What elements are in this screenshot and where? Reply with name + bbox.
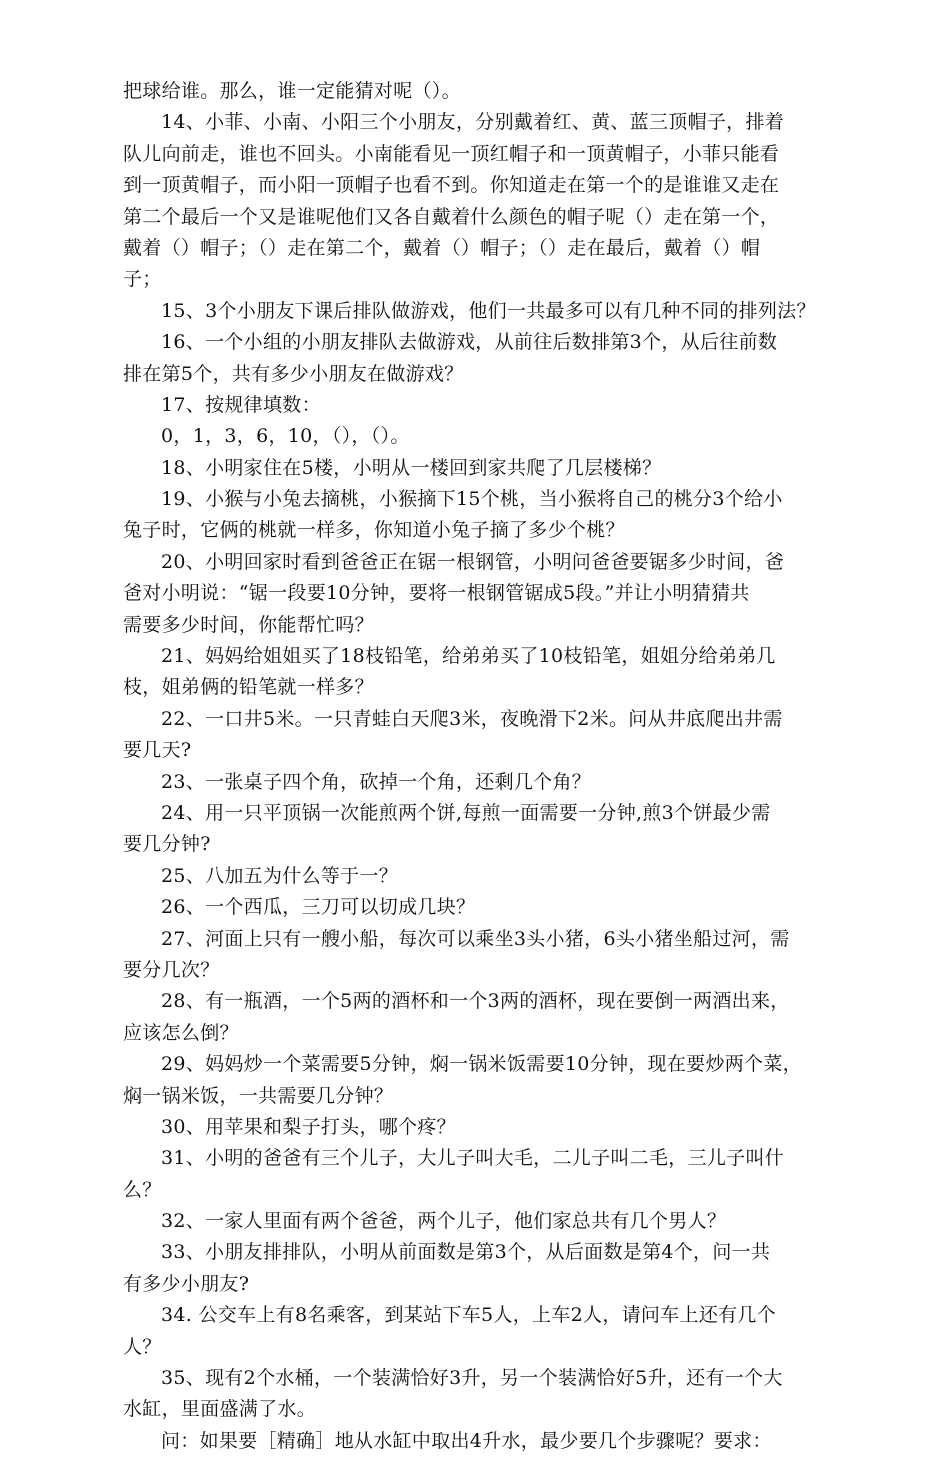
- text-line: 戴着（）帽子；（）走在第二个，戴着（）帽子；（）走在最后，戴着（）帽: [123, 236, 761, 259]
- text-line: 22、一口井5米。一只青蛙白天爬3米，夜晚滑下2米。问从井底爬出井需: [161, 707, 783, 730]
- text-line: 应该怎么倒？: [123, 1021, 239, 1044]
- text-line: 21、妈妈给姐姐买了18枝铅笔，给弟弟买了10枝铅笔，姐姐分给弟弟几: [161, 645, 776, 668]
- text-line: 26、一个西瓜，三刀可以切成几块？: [161, 896, 476, 919]
- text-line: 有多少小朋友?: [123, 1272, 250, 1295]
- text-line: 队儿向前走，谁也不回头。小南能看见一顶红帽子和一顶黄帽子，小菲只能看: [123, 142, 780, 165]
- text-line: 兔子时，它俩的桃就一样多，你知道小兔子摘了多少个桃？: [123, 519, 625, 542]
- text-line: 29、妈妈炒一个菜需要5分钟，焖一锅米饭需要10分钟，现在要炒两个菜，: [161, 1053, 802, 1076]
- text-line: 要几天?: [123, 739, 192, 762]
- text-line: 34. 公交车上有8名乘客，到某站下车5人，上车2人，请问车上还有几个: [161, 1304, 777, 1327]
- text-line: 30、用苹果和梨子打头，哪个疼？: [161, 1115, 456, 1138]
- text-line: 33、小朋友排排队，小明从前面数是第3个，从后面数是第4个，问一共: [161, 1241, 771, 1264]
- text-line: 需要多少时间，你能帮忙吗？: [123, 613, 374, 636]
- text-line: 28、有一瓶酒，一个5两的酒杯和一个3两的酒杯，现在要倒一两酒出来，: [161, 990, 790, 1013]
- text-line: 27、河面上只有一艘小船，每次可以乘坐3头小猪，6头小猪坐船过河，需: [161, 927, 790, 950]
- text-line: 24、用一只平顶锅一次能煎两个饼,每煎一面需要一分钟,煎3个饼最少需: [161, 801, 771, 824]
- text-line: 25、八加五为什么等于一？: [161, 864, 399, 887]
- text-line: 爸对小明说：“锯一段要10分钟，要将一根钢管锯成5段。”并让小明猜猜共: [123, 582, 750, 605]
- text-line: 第二个最后一个又是谁呢他们又各自戴着什么颜色的帽子呢（）走在第一个，: [123, 205, 780, 228]
- text-line: 人？: [123, 1335, 162, 1358]
- text-line: 19、小猴与小兔去摘桃，小猴摘下15个桃，当小猴将自己的桃分3个给小: [161, 488, 783, 511]
- text-line: 31、小明的爸爸有三个儿子，大儿子叫大毛，二儿子叫二毛，三儿子叫什: [161, 1147, 785, 1170]
- text-line: 16、一个小组的小朋友排队去做游戏，从前往后数排第3个，从后往前数: [161, 331, 778, 354]
- text-line: 14、小菲、小南、小阳三个小朋友，分别戴着红、黄、蓝三顶帽子，排着: [161, 111, 785, 134]
- text-line: 子；: [123, 268, 162, 291]
- document-text: [123, 76, 843, 1457]
- text-line: 0，1，3，6，10，（），（）。: [161, 425, 410, 448]
- text-line: 20、小明回家时看到爸爸正在锯一根钢管，小明问爸爸要锯多少时间，爸: [161, 550, 785, 573]
- text-line: 把球给谁。那么，谁一定能猜对呢（）。: [123, 80, 461, 102]
- text-line: 18、小明家住在5楼，小明从一楼回到家共爬了几层楼梯？: [161, 456, 662, 479]
- text-line: 32、一家人里面有两个爸爸，两个儿子，他们家总共有几个男人？: [161, 1210, 727, 1233]
- text-line: 23、一张桌子四个角，砍掉一个角，还剩几个角？: [161, 770, 592, 793]
- text-line: 水缸，里面盛满了水。: [123, 1398, 317, 1421]
- text-line: 排在第5个，共有多少小朋友在做游戏？: [123, 362, 464, 385]
- text-line: 枝，姐弟俩的铅笔就一样多？: [123, 676, 374, 699]
- text-line: 焖一锅米饭，一共需要几分钟？: [123, 1084, 394, 1107]
- text-line: 么？: [123, 1178, 162, 1201]
- text-line: 35、现有2个水桶，一个装满恰好3升，另一个装满恰好5升，还有一个大: [161, 1367, 783, 1390]
- text-line: 要分几次？: [123, 958, 220, 981]
- text-line: 到一顶黄帽子，而小阳一顶帽子也看不到。你知道走在第一个的是谁谁又走在: [123, 174, 780, 197]
- text-line: 17、按规律填数：: [161, 393, 321, 416]
- text-line: 要几分钟?: [123, 833, 211, 856]
- text-line: 问：如果要［精确］地从水缸中取出4升水，最少要几个步骤呢？要求：: [161, 1429, 772, 1452]
- text-line: 15、3个小朋友下课后排队做游戏，他们一共最多可以有几种不同的排列法？: [161, 299, 816, 322]
